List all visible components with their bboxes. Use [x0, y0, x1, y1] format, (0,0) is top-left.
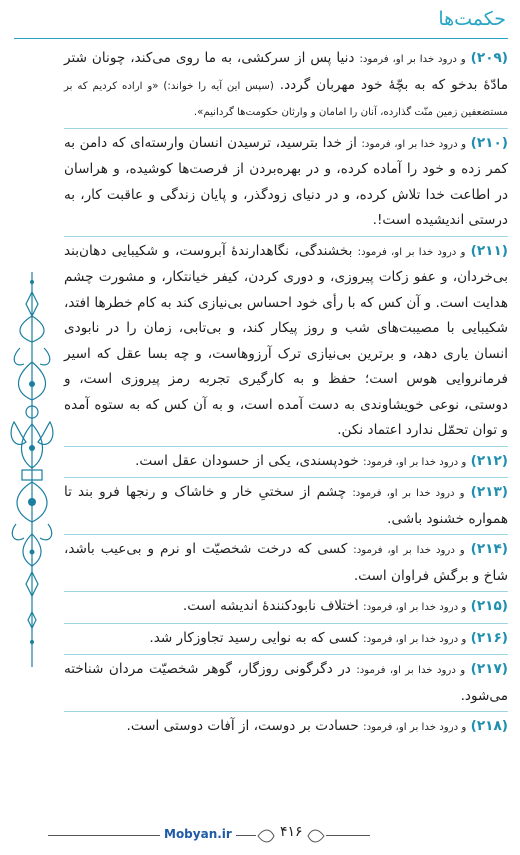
- saying-number: (۲۱۵): [470, 598, 508, 614]
- saying-text: کسی که درخت شخصیّت او نرم و بی‌عیب باشد، شاخ و برگش فراوان است.: [64, 541, 508, 584]
- saying-text: در دگرگونی روزگار، گوهر شخصیّت مردان شناخته می‌شود.: [64, 661, 508, 704]
- saying-211: [64, 236, 508, 444]
- saying-text: حسادت بر دوست، از آفات دوستی است.: [126, 718, 359, 734]
- saying-218: [64, 711, 508, 741]
- saying-intro: و درود خدا بر او، فرمود:: [363, 722, 467, 733]
- saying-number: (۲۱۳): [470, 484, 508, 500]
- saying-number: (۲۱۶): [470, 629, 508, 646]
- saying-text: از خدا بترسید، ترسیدن انسان وارسته‌ای که دامن به کمر زده و خود را آماده کرده، و در بهره‌بردن از فرصت‌ها کوشیده، و هراسان در اطاعت خدا تلاش کرده، و در دنیای زودگذر، و پایان زندگی و عاقبت کار، به درستی اندیشیده است!.: [64, 134, 508, 228]
- arabesque-ornament-icon: [6, 272, 58, 667]
- saying-intro: و درود خدا بر او، فرمود:: [353, 545, 465, 556]
- saying-number: (۲۱۸): [470, 718, 508, 734]
- saying-number: (۲۱۰): [470, 134, 508, 151]
- page-number: ۴۱۶: [280, 824, 303, 840]
- saying-number: (۲۰۹): [470, 50, 509, 66]
- saying-intro: و درود خدا بر او، فرمود:: [356, 665, 466, 676]
- saying-217: [64, 654, 508, 709]
- site-brand: Mobyan.ir: [160, 827, 236, 841]
- saying-210: [64, 128, 508, 234]
- page-footer: [0, 815, 520, 855]
- page-header: [0, 0, 520, 40]
- saying-number: (۲۱۲): [470, 452, 508, 469]
- saying-213: [64, 477, 508, 532]
- saying-text: خودپسندی، یکی از حسودان عقل است.: [135, 452, 359, 469]
- saying-intro: و درود خدا بر او، فرمود:: [352, 488, 465, 499]
- header-divider: [14, 38, 508, 39]
- saying-text: بخشندگی، نگاهدارندهٔ آبروست، و شکیبایی دهان‌بند بی‌خردان، و عفو زکات پیروزی، و دوری کردن، کیفر خیانتکار، و مشورت چشم هدایت است. و آن کس که با رأی خود احساس بی‌نیازی کند به کام خطرها افتد، شکیبایی با مصیبت‌های شب و روز پیکار کند، و بی‌تابی، زمان را در نابودی انسان یاری دهد، و برترین بی‌نیازی ترک آرزوهاست، و چه بسا عقل که اسیر فرمانروایی هوس است؛ حفظ و به کارگیری تجربه رمز پیروزی است، و دوستی، نوعی خویشاوندی به دست آمده است، و به آن کس که به ستوه آمده و توان تحمّل ندارد اعتماد نکن.: [64, 242, 508, 438]
- sayings-list: [64, 46, 508, 743]
- saying-intro: و درود خدا بر او، فرمود:: [363, 602, 467, 613]
- saying-intro: و درود خدا بر او، فرمود:: [361, 138, 467, 150]
- saying-215: [64, 591, 508, 621]
- saying-number: (۲۱۱): [470, 242, 508, 259]
- saying-intro: و درود خدا بر او، فرمود:: [363, 633, 467, 645]
- saying-number: (۲۱۴): [470, 541, 508, 557]
- saying-text: اختلاف نابودکنندهٔ اندیشه است.: [182, 598, 359, 614]
- saying-text: دنیا پس از سرکشی، به ما روی می‌کند، چونان شتر مادّهٔ بدخو که به بچّهٔ خود مهربان گردد.: [64, 50, 508, 93]
- saying-216: [64, 623, 508, 653]
- saying-text: چشم از سختیِ خار و خاشاک و رنجها فرو بند تا همواره خشنود باشی.: [64, 484, 508, 527]
- saying-number: (۲۱۷): [470, 661, 508, 677]
- saying-209: [64, 46, 508, 126]
- saying-212: [64, 446, 508, 476]
- section-title: حکمت‌ها: [438, 8, 506, 30]
- saying-text: کسی که به نوایی رسید تجاوزکار شد.: [149, 629, 359, 646]
- saying-intro: و درود خدا بر او، فرمود:: [363, 456, 467, 468]
- saying-214: [64, 534, 508, 589]
- saying-intro: و درود خدا بر او، فرمود:: [359, 54, 466, 65]
- saying-intro: و درود خدا بر او، فرمود:: [357, 246, 466, 258]
- saying-note: (سپس این آیه را خواند:) «و اراده کردیم که بر مستضعفین زمین منّت گذارده، آنان را امامان و وارثان حکومت‌ها گردانیم».: [64, 80, 508, 118]
